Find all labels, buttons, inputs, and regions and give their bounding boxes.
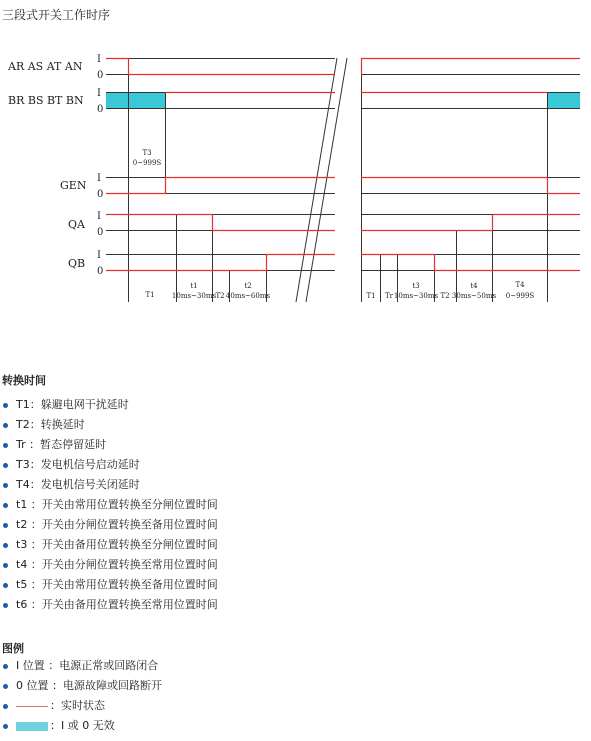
list-item bbox=[0, 435, 218, 455]
list-item bbox=[0, 415, 218, 435]
bullet-icon bbox=[3, 543, 8, 548]
gen-level-off: 0 bbox=[97, 189, 104, 200]
list-item-text: t3 ：开关由备用位置转换至分闸位置时间 bbox=[16, 538, 218, 551]
seg-Tr: Tr bbox=[384, 292, 394, 300]
qa-wave bbox=[106, 215, 335, 231]
label-br: BR BS BT BN bbox=[8, 94, 84, 107]
list-item-text: Tr ：暂态停留延时 bbox=[16, 438, 107, 451]
list-item bbox=[0, 455, 218, 475]
seg-t1: t1 bbox=[190, 282, 198, 290]
list-item-text: t4 ：开关由分闸位置转换至常用位置时间 bbox=[16, 558, 218, 571]
bullet-icon bbox=[3, 403, 8, 408]
list-item-text: T2：转换延时 bbox=[16, 418, 85, 431]
bullet-icon bbox=[3, 664, 8, 669]
seg-t1-range: 10ms~30ms bbox=[171, 292, 217, 300]
seg-T4: T4 bbox=[515, 281, 525, 289]
br-level-off: 0 bbox=[97, 104, 104, 115]
seg-T1: T1 bbox=[145, 291, 155, 299]
list-item-text: t1 ：开关由常用位置转换至分闸位置时间 bbox=[16, 498, 218, 511]
label-qb: QB bbox=[68, 257, 86, 270]
bullet-icon bbox=[3, 724, 8, 729]
list-item-text: T1：躲避电网干扰延时 bbox=[16, 398, 129, 411]
bullet-icon bbox=[3, 523, 8, 528]
waveforms bbox=[106, 59, 580, 271]
seg-t2-range: 40ms~60ms bbox=[225, 292, 271, 300]
bullet-icon bbox=[3, 443, 8, 448]
label-ar: AR AS AT AN bbox=[8, 60, 83, 73]
qa-level-on: I bbox=[97, 211, 101, 222]
list-item bbox=[0, 495, 218, 515]
switch-time-heading: 转换时间 bbox=[2, 374, 46, 387]
seg-t3: t3 bbox=[412, 282, 420, 290]
legend-item-off-text: 0 位置 ：电源故障或回路断开 bbox=[16, 679, 162, 692]
br-invalid-left bbox=[106, 92, 165, 108]
timing-diagram bbox=[0, 0, 591, 320]
bullet-icon bbox=[3, 583, 8, 588]
time-break bbox=[296, 58, 347, 302]
qa-level-off: 0 bbox=[97, 227, 104, 238]
gen-level-on: I bbox=[97, 173, 101, 184]
event-markers bbox=[129, 58, 548, 302]
seg-t4: t4 bbox=[470, 282, 478, 290]
legend-item-fill bbox=[0, 716, 162, 736]
seg-t2: t2 bbox=[244, 282, 252, 290]
legend-item-line-text: ：实时状态 bbox=[50, 699, 105, 712]
t3-range: 0~999S bbox=[132, 159, 162, 167]
reference-lines bbox=[106, 59, 580, 271]
seg-T1b: T1 bbox=[366, 292, 376, 300]
list-item bbox=[0, 535, 218, 555]
bullet-icon bbox=[3, 603, 8, 608]
list-item-text: t2 ：开关由分闸位置转换至备用位置时间 bbox=[16, 518, 218, 531]
list-item-text: T4：发电机信号关闭延时 bbox=[16, 478, 140, 491]
qb-wave bbox=[106, 255, 335, 271]
bullet-icon bbox=[3, 503, 8, 508]
list-item bbox=[0, 515, 218, 535]
list-item bbox=[0, 595, 218, 615]
legend-item-on bbox=[0, 656, 162, 676]
legend-list bbox=[0, 656, 162, 736]
legend-item-on-text: I 位置 ：电源正常或回路闭合 bbox=[16, 659, 159, 672]
br-invalid-right bbox=[547, 92, 580, 108]
label-gen: GEN bbox=[60, 179, 87, 192]
seg-t4-range: 30ms~50ms bbox=[451, 292, 497, 300]
list-item bbox=[0, 555, 218, 575]
label-qa: QA bbox=[68, 218, 85, 231]
list-item-text: t6 ：开关由备用位置转换至常用位置时间 bbox=[16, 598, 218, 611]
qb-level-off: 0 bbox=[97, 266, 104, 277]
legend-item-off bbox=[0, 676, 162, 696]
t3-label: T3 bbox=[142, 149, 152, 157]
legend-heading: 图例 bbox=[2, 642, 24, 655]
list-item-text: T3：发电机信号启动延时 bbox=[16, 458, 140, 471]
br-level-on: I bbox=[97, 88, 101, 99]
bullet-icon bbox=[3, 704, 8, 709]
ar-wave bbox=[106, 59, 335, 75]
qb-level-on: I bbox=[97, 250, 101, 261]
gen-wave bbox=[106, 178, 335, 194]
seg-T4-range: 0~999S bbox=[505, 292, 535, 300]
gen-wave-2 bbox=[361, 178, 580, 194]
bullet-icon bbox=[3, 463, 8, 468]
list-item-text: t5 ：开关由常用位置转换至备用位置时间 bbox=[16, 578, 218, 591]
bullet-icon bbox=[3, 423, 8, 428]
realtime-line-swatch bbox=[16, 706, 48, 707]
switch-time-list bbox=[0, 395, 218, 615]
seg-t3-range: 10ms~30ms bbox=[393, 292, 439, 300]
list-item bbox=[0, 475, 218, 495]
bullet-icon bbox=[3, 563, 8, 568]
legend-item-line bbox=[0, 696, 162, 716]
seg-T2b: T2 bbox=[440, 292, 450, 300]
page-title: 三段式开关工作时序 bbox=[2, 8, 111, 22]
ar-level-on: I bbox=[97, 54, 101, 65]
list-item bbox=[0, 575, 218, 595]
list-item bbox=[0, 395, 218, 415]
ar-level-off: 0 bbox=[97, 70, 104, 81]
bullet-icon bbox=[3, 483, 8, 488]
bullet-icon bbox=[3, 684, 8, 689]
seg-T2: T2 bbox=[215, 292, 225, 300]
ar-wave-2 bbox=[361, 59, 580, 75]
invalid-fill-swatch bbox=[16, 722, 48, 731]
legend-item-fill-text: ：I 或 0 无效 bbox=[50, 719, 115, 732]
